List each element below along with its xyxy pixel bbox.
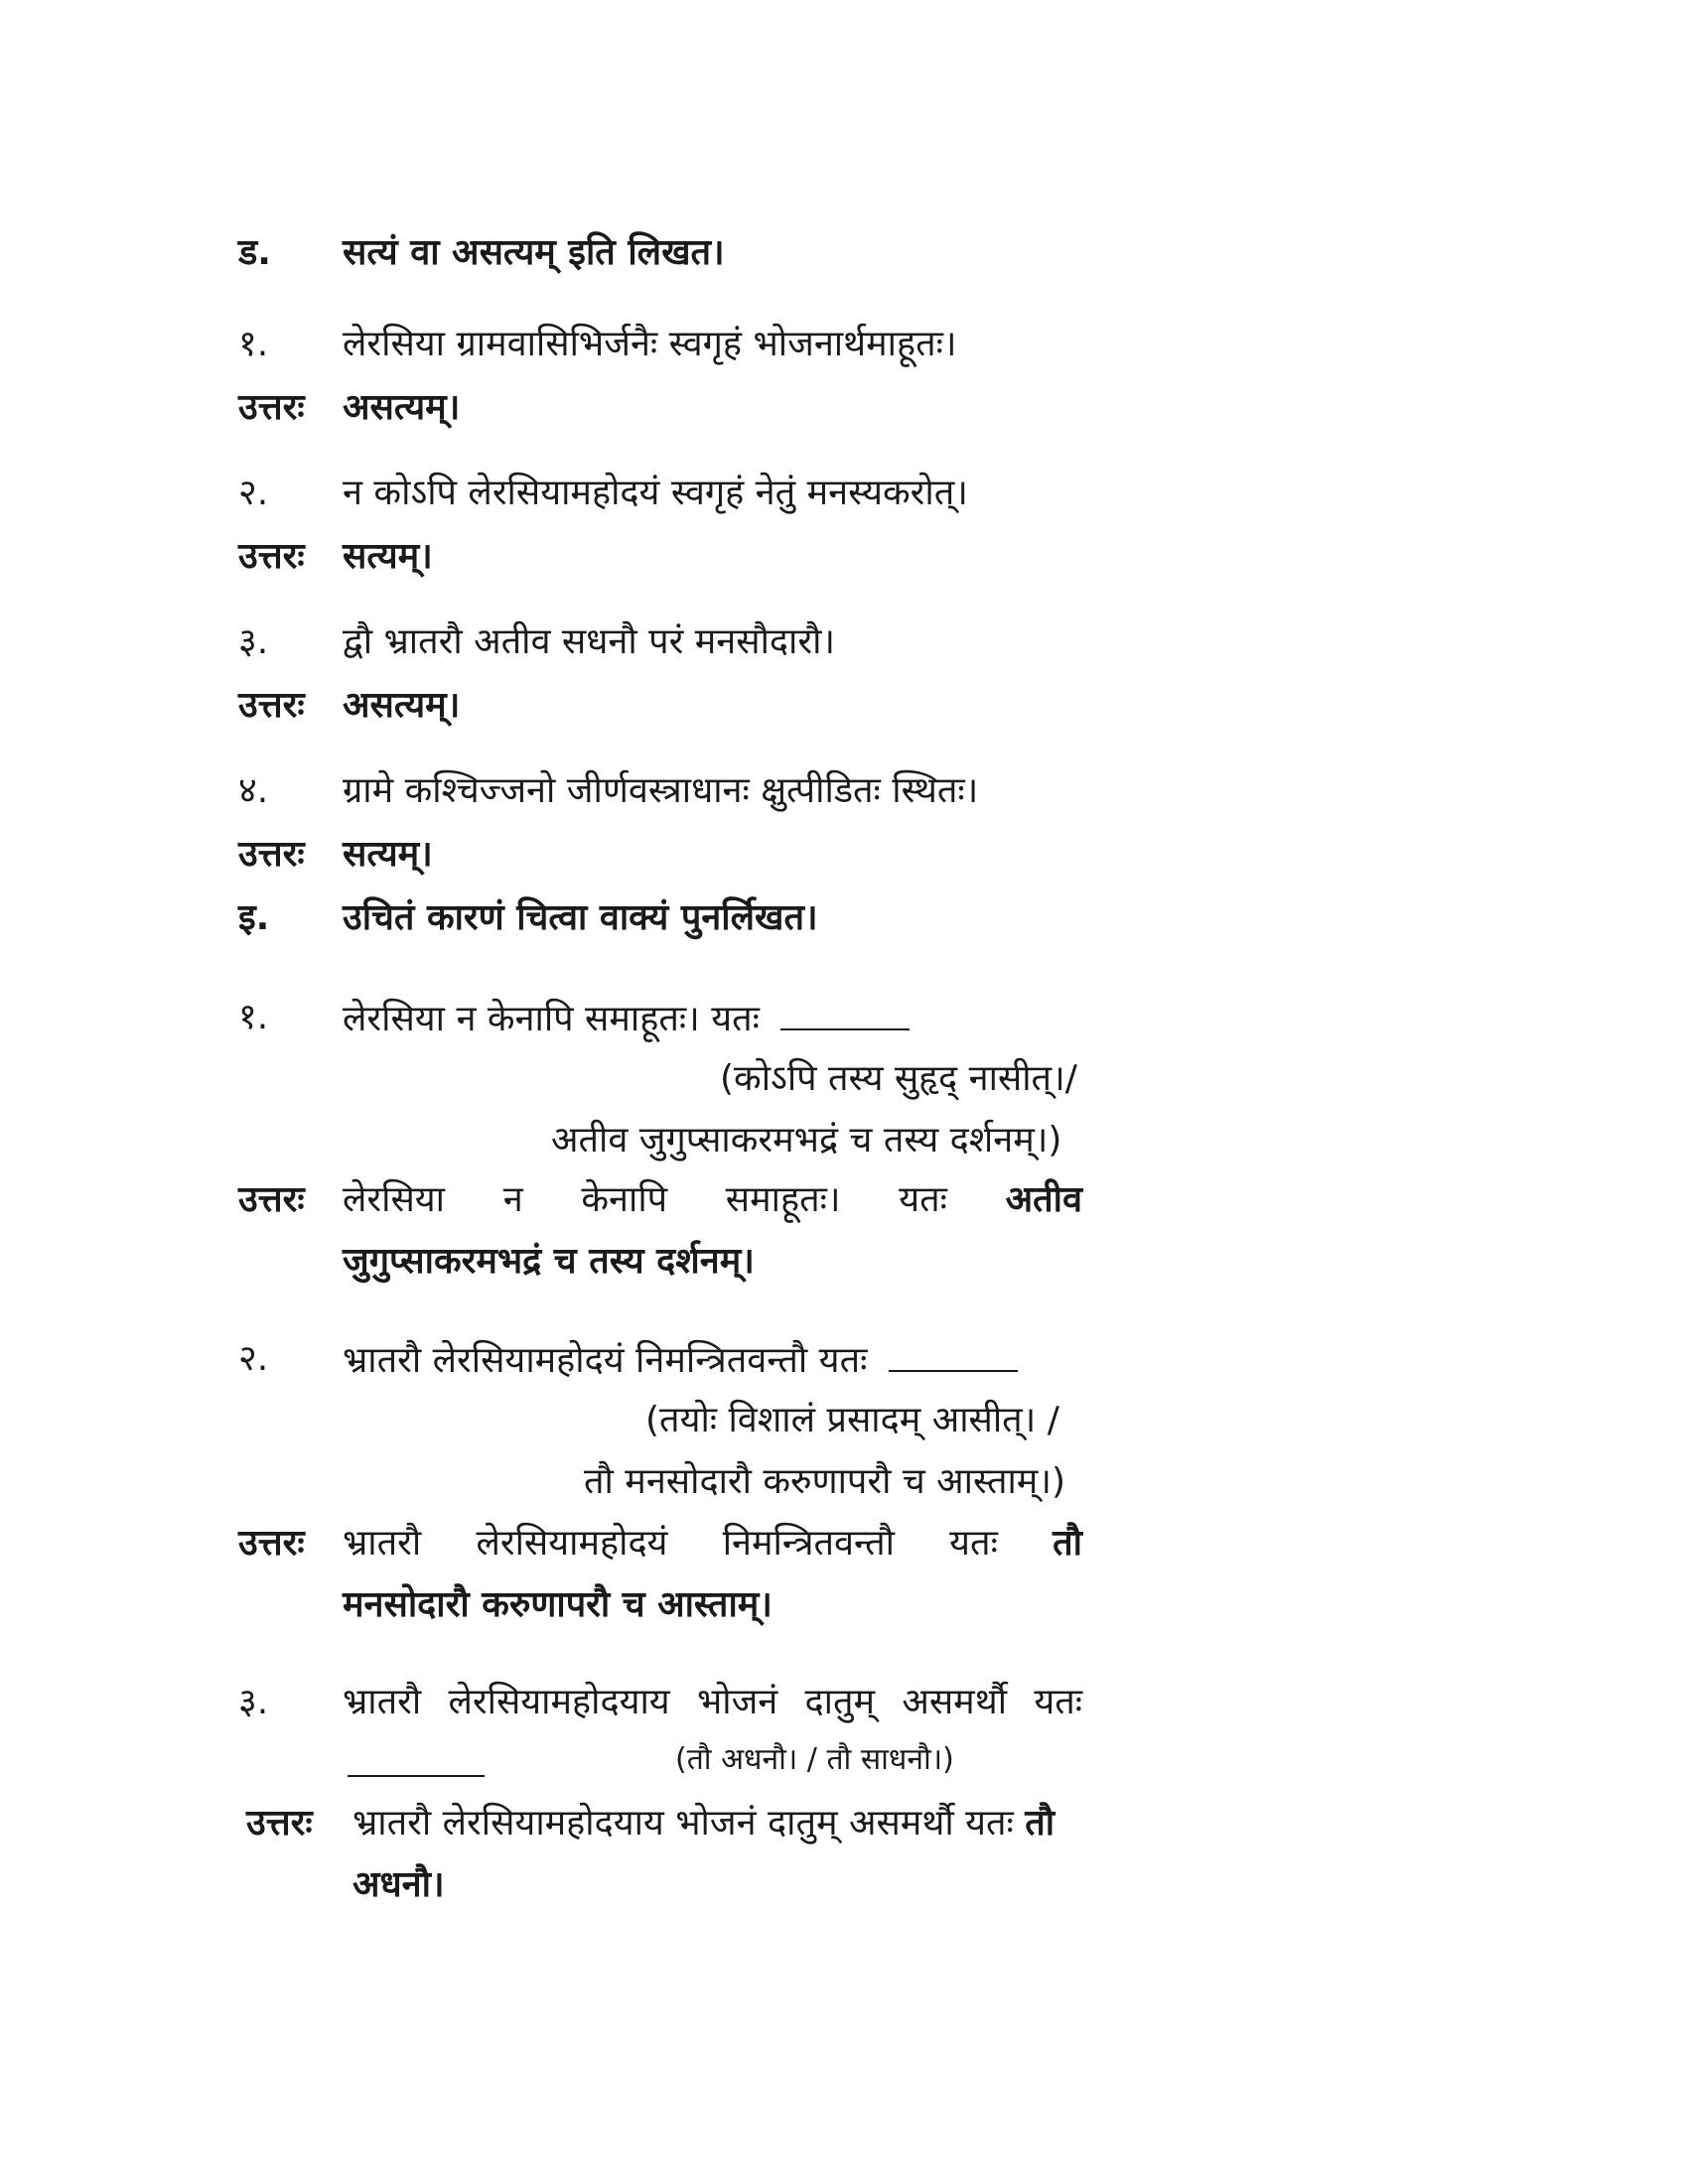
answer-line xyxy=(343,1175,1082,1225)
question-text: लेरसिया ग्रामवासिभिर्जनैः स्वगृहं भोजनार्थमाहूतः। xyxy=(343,324,957,364)
answer-text: सत्यम्। xyxy=(343,834,433,875)
section-heading: सत्यं वा असत्यम् इति लिखत। xyxy=(343,232,725,273)
answer-label: उत्तरः xyxy=(238,834,305,875)
question-text xyxy=(343,993,910,1044)
answer-label: उत्तरः xyxy=(238,685,305,726)
answer-bold: अतीव xyxy=(1005,1179,1082,1220)
answer-plain: लेरसिया न केनापि समाहूतः। यतः xyxy=(343,1179,947,1220)
answer-line xyxy=(343,1519,1082,1569)
fill-blank xyxy=(889,1334,1018,1372)
options-line: अतीव जुगुप्साकरमभद्रं च तस्य दर्शनम्।) xyxy=(551,1120,1062,1160)
answer-plain: भ्रातरौ लेरसियामहोदयं निमन्त्रितवन्तौ यतः xyxy=(343,1523,998,1564)
section-heading: उचितं कारणं चित्वा वाक्यं पुनर्लिखत। xyxy=(343,897,818,938)
answer-plain: भ्रातरौ लेरसियामहोदयाय भोजनं दातुम् असमर्थौ यतः xyxy=(352,1803,1014,1843)
options-line: तौ मनसोदारौ करुणापरौ च आस्ताम्।) xyxy=(584,1461,1066,1502)
question-text-part: लेरसिया न केनापि समाहूतः। यतः xyxy=(343,999,760,1039)
answer-text: असत्यम्। xyxy=(343,387,461,428)
answer-bold-continued: जुगुप्साकरमभद्रं च तस्य दर्शनम्। xyxy=(343,1241,755,1282)
question-text: भ्रातरौ लेरसियामहोदयाय भोजनं दातुम् असमर्थौ यतः xyxy=(343,1682,1082,1722)
answer-bold: तौ xyxy=(1025,1803,1055,1843)
question-number: ३. xyxy=(238,1682,269,1722)
answer-label: उत्तरः xyxy=(238,536,305,577)
answer-label: उत्तरः xyxy=(246,1803,313,1843)
options-line: (तयोः विशालं प्रसादम् आसीत्। / xyxy=(645,1400,1059,1440)
answer-text: सत्यम्। xyxy=(343,536,433,577)
question-text: न कोऽपि लेरसियामहोदयं स्वगृहं नेतुं मनस्यकरोत्। xyxy=(343,473,968,513)
section-marker: ड. xyxy=(238,232,271,273)
fill-blank xyxy=(780,993,910,1030)
section-marker: इ. xyxy=(238,897,270,938)
question-text: ग्रामे कश्चिज्जनो जीर्णवस्त्राधानः क्षुत्पीडितः स्थितः। xyxy=(343,770,979,811)
options-line: (कोऽपि तस्य सुहृद् नासीत्।/ xyxy=(720,1058,1077,1099)
answer-label: उत्तरः xyxy=(238,1523,305,1564)
answer-line xyxy=(352,1799,1055,1848)
question-number: १. xyxy=(238,324,269,364)
question-number: ३. xyxy=(238,621,269,662)
answer-label: उत्तरः xyxy=(238,1179,305,1220)
answer-text: असत्यम्। xyxy=(343,685,461,726)
question-text-part: भ्रातरौ लेरसियामहोदयं निमन्त्रितवन्तौ यतः xyxy=(343,1340,868,1381)
answer-label: उत्तरः xyxy=(238,387,305,428)
answer-bold-continued: मनसोदारौ करुणापरौ च आस्ताम्। xyxy=(343,1584,773,1625)
question-number: २. xyxy=(238,1338,269,1379)
answer-bold: तौ xyxy=(1053,1523,1082,1564)
question-text: द्वौ भ्रातरौ अतीव सधनौ परं मनसौदारौ। xyxy=(343,621,836,662)
question-number: ४. xyxy=(238,770,269,811)
options-line: (तौ अधनौ। / तौ साधनौ।) xyxy=(675,1742,954,1777)
question-number: १. xyxy=(238,997,269,1037)
question-number: २. xyxy=(238,473,269,513)
answer-bold-continued: अधनौ। xyxy=(352,1864,445,1905)
fill-blank xyxy=(348,1739,485,1777)
question-text xyxy=(343,1334,1018,1386)
